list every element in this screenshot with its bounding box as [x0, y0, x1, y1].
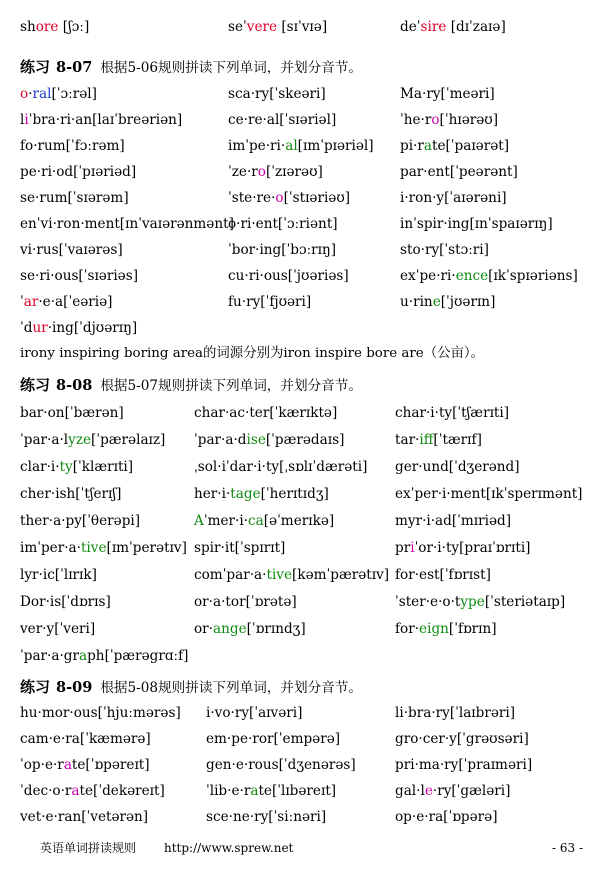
- word-entry: gen·e·rous[ˈdʒenərəs]: [206, 757, 356, 773]
- word-entry: em·pe·ror[ˈempərə]: [206, 731, 341, 747]
- exercise-instruction: 根据5-06规则拼读下列单词，并划分音节。: [100, 60, 362, 76]
- word-row: [20, 643, 590, 669]
- word-entry: sto·ry[ˈstɔːri]: [400, 242, 489, 258]
- word-entry: u·rine[ˈjʊərɪn]: [400, 294, 496, 310]
- word-entry: her·i·tage[ˈherɪtɪdʒ]: [194, 486, 329, 502]
- word-row: [20, 81, 590, 107]
- exercise-heading-8-09: [20, 674, 590, 700]
- word-entry: exˈper·i·ment[ɪkˈsperɪmənt]: [395, 486, 583, 502]
- vowel-highlight: ore: [35, 19, 59, 35]
- word-row: [20, 107, 590, 133]
- word-entry: sce·ne·ry[ˈsiːnəri]: [206, 809, 327, 825]
- word-entry: hu·mor·ous[ˈhjuːmərəs]: [20, 705, 181, 721]
- word-entry: pri·ma·ry[ˈpraɪməri]: [395, 757, 533, 773]
- word-entry: cu·ri·ous[ˈjʊəriəs]: [228, 268, 349, 284]
- word-row: [20, 289, 590, 315]
- word-entry: bar·on[ˈbærən]: [20, 405, 124, 421]
- exercise-number: 8-07: [56, 59, 93, 76]
- word-entry: li·bra·ry[ˈlaɪbrəri]: [395, 705, 516, 721]
- word-entry: gal·le·ry[ˈgæləri]: [395, 783, 511, 799]
- word-entry: inˈspir·ing[ɪnˈspaɪərɪŋ]: [400, 216, 553, 232]
- word-entry: imˈpe·ri·al[ɪmˈpɪəriəl]: [228, 138, 374, 154]
- word-entry: sca·ry[ˈskeəri]: [228, 86, 326, 102]
- word-entry: op·e·ra[ˈɒpərə]: [395, 809, 498, 825]
- exercise-label: 练习: [20, 376, 51, 394]
- word-entry: i·ron·y[ˈaɪərəni]: [400, 190, 507, 206]
- exercise-instruction: 根据5-08规则拼读下列单词，并划分音节。: [100, 680, 362, 696]
- word-entry: Aˈmer·i·ca[əˈmerɪkə]: [194, 513, 335, 529]
- word-entry: cher·ish[ˈtʃerɪʃ]: [20, 486, 122, 502]
- exercise-number: 8-09: [56, 679, 93, 696]
- word-row: [20, 263, 590, 289]
- word-severe: [228, 14, 327, 40]
- etymology-note: irony inspiring boring area的词源分别为iron inspire bore are（公亩）。: [20, 346, 484, 361]
- exercise-label: 练习: [20, 58, 51, 76]
- word-entry: enˈvi·ron·ment[ɪnˈvaɪərənmənt]: [20, 216, 234, 232]
- word-desire: [400, 14, 506, 40]
- exercise-heading-8-07: [20, 54, 590, 80]
- word-entry: or·a·tor[ˈɒrətə]: [194, 594, 297, 610]
- word-entry: ˌsol·iˈdar·i·ty[ˌsɒlɪˈdærəti]: [194, 459, 368, 475]
- word-shore: [20, 14, 89, 40]
- word-entry: i·vo·ry[ˈaɪvəri]: [206, 705, 303, 721]
- page-number: - 63 -: [552, 841, 584, 855]
- word-entry: tar·iff[ˈtærɪf]: [395, 432, 482, 448]
- word-entry: clar·i·ty[ˈklærɪti]: [20, 459, 134, 475]
- word-row: [20, 481, 590, 507]
- phonetic: [dɪˈzaɪə]: [446, 19, 506, 35]
- word-entry: vi·rus[ˈvaɪərəs]: [20, 242, 123, 258]
- word-entry: fo·rum[ˈfɔːrəm]: [20, 138, 125, 154]
- word-entry: ˈdec·o·rate[ˈdekəreɪt]: [20, 783, 165, 799]
- word-entry: ˈdur·ing[ˈdjʊərɪŋ]: [20, 320, 138, 336]
- stress-mark: ˈ: [416, 19, 421, 35]
- word-entry: ˈbor·ing[ˈbɔːrɪŋ]: [228, 242, 337, 258]
- word-entry: se·ri·ous[ˈsɪəriəs]: [20, 268, 139, 284]
- word-entry: ther·a·py[ˈθerəpi]: [20, 513, 141, 529]
- word-row: [20, 804, 590, 830]
- word-entry: imˈper·a·tive[ɪmˈperətɪv]: [20, 540, 187, 556]
- word-row: [20, 752, 590, 778]
- footer-title: 英语单词拼读规则: [40, 841, 137, 855]
- word-row: [20, 237, 590, 263]
- phonetic: [sɪˈvɪə]: [277, 19, 328, 35]
- word-row: [20, 315, 590, 341]
- word-row: [20, 427, 590, 453]
- exercise-number: 8-08: [56, 377, 93, 394]
- stress-mark: ˈ: [243, 19, 247, 35]
- word-row: [20, 562, 590, 588]
- word-entry: ce·re·al[ˈsɪəriəl]: [228, 112, 337, 128]
- word-entry: se·rum[ˈsɪərəm]: [20, 190, 129, 206]
- word-entry: comˈpar·a·tive[kəmˈpærətɪv]: [194, 567, 390, 583]
- word-entry: ˈlib·e·rate[ˈlɪbəreɪt]: [206, 783, 337, 799]
- word-row: [20, 700, 590, 726]
- word-row: [20, 616, 590, 642]
- word-entry: lyr·ic[ˈlɪrɪk]: [20, 567, 97, 583]
- word-head: sh: [20, 19, 36, 35]
- word-entry: ˈze·ro[ˈzɪərəʊ]: [228, 164, 323, 180]
- word-entry: cam·e·ra[ˈkæmərə]: [20, 731, 151, 747]
- word-entry: myr·i·ad[ˈmɪriəd]: [395, 513, 512, 529]
- word-entry: gro·cer·y[ˈgrəʊsəri]: [395, 731, 529, 747]
- word-entry: par·ent[ˈpeərənt]: [400, 164, 518, 180]
- word-row: [20, 778, 590, 804]
- word-entry: fu·ry[ˈfjʊəri]: [228, 294, 312, 310]
- word-entry: ˈste·re·o[ˈstɪəriəʊ]: [228, 190, 351, 206]
- word-entry: pe·ri·od[ˈpɪəriəd]: [20, 164, 137, 180]
- vowel-highlight: sire: [420, 19, 447, 35]
- word-entry: vet·e·ran[ˈvetərən]: [20, 809, 149, 825]
- word-entry: ˈpar·a·graph[ˈpærəgrɑːf]: [20, 648, 189, 664]
- word-row: [20, 589, 590, 615]
- word-entry: spir·it[ˈspɪrɪt]: [194, 540, 286, 556]
- vowel-highlight: vere: [246, 19, 278, 35]
- word-entry: ger·und[ˈdʒerənd]: [395, 459, 520, 475]
- word-entry: ˈpar·a·dise[ˈpærədaɪs]: [194, 432, 345, 448]
- word-row: [20, 726, 590, 752]
- word-entry: ˈhe·ro[ˈhɪərəʊ]: [400, 112, 499, 128]
- word-entry: char·i·ty[ˈtʃærɪti]: [395, 405, 510, 421]
- word-head: se: [228, 19, 244, 35]
- top-word-row: [20, 14, 590, 40]
- word-entry: pi·rate[ˈpaɪərət]: [400, 138, 510, 154]
- word-entry: o·ri·ent[ˈɔːriənt]: [228, 216, 338, 232]
- footer-url[interactable]: http://www.sprew.net: [164, 841, 294, 855]
- word-entry: exˈpe·ri·ence[ɪkˈspɪəriəns]: [400, 268, 578, 284]
- word-row: [20, 454, 590, 480]
- word-entry: or·ange[ˈɒrɪndʒ]: [194, 621, 306, 637]
- word-row: [20, 535, 590, 561]
- word-entry: Ma·ry[ˈmeəri]: [400, 86, 495, 102]
- word-entry: priˈor·i·ty[praɪˈɒrɪti]: [395, 540, 531, 556]
- word-entry: ˈar·e·a[ˈeəriə]: [20, 294, 113, 310]
- word-row: [20, 159, 590, 185]
- exercise-heading-8-08: [20, 372, 590, 398]
- word-row: [20, 211, 590, 237]
- word-entry: for·eign[ˈfɒrɪn]: [395, 621, 497, 637]
- word-row: [20, 400, 590, 426]
- phonetic: [ʃɔː]: [58, 19, 90, 35]
- exercise-instruction: 根据5-07规则拼读下列单词，并划分音节。: [100, 378, 362, 394]
- word-entry: for·est[ˈfɒrɪst]: [395, 567, 491, 583]
- word-entry: liˈbra·ri·an[laɪˈbreəriən]: [20, 112, 183, 128]
- word-row: [20, 508, 590, 534]
- word-entry: ˈpar·a·lyze[ˈpærəlaɪz]: [20, 432, 166, 448]
- word-entry: ˈop·e·rate[ˈɒpəreɪt]: [20, 757, 150, 773]
- word-row: [20, 133, 590, 159]
- exercise-label: 练习: [20, 678, 51, 696]
- word-row: [20, 185, 590, 211]
- word-entry: o·ral[ˈɔːrəl]: [20, 86, 97, 102]
- word-entry: char·ac·ter[ˈkærɪktə]: [194, 405, 338, 421]
- word-head: de: [400, 19, 417, 35]
- word-entry: ver·y[ˈveri]: [20, 621, 96, 637]
- word-entry: ˈster·e·o·type[ˈsteriətaɪp]: [395, 594, 566, 610]
- word-entry: Dor·is[ˈdɒrɪs]: [20, 594, 111, 610]
